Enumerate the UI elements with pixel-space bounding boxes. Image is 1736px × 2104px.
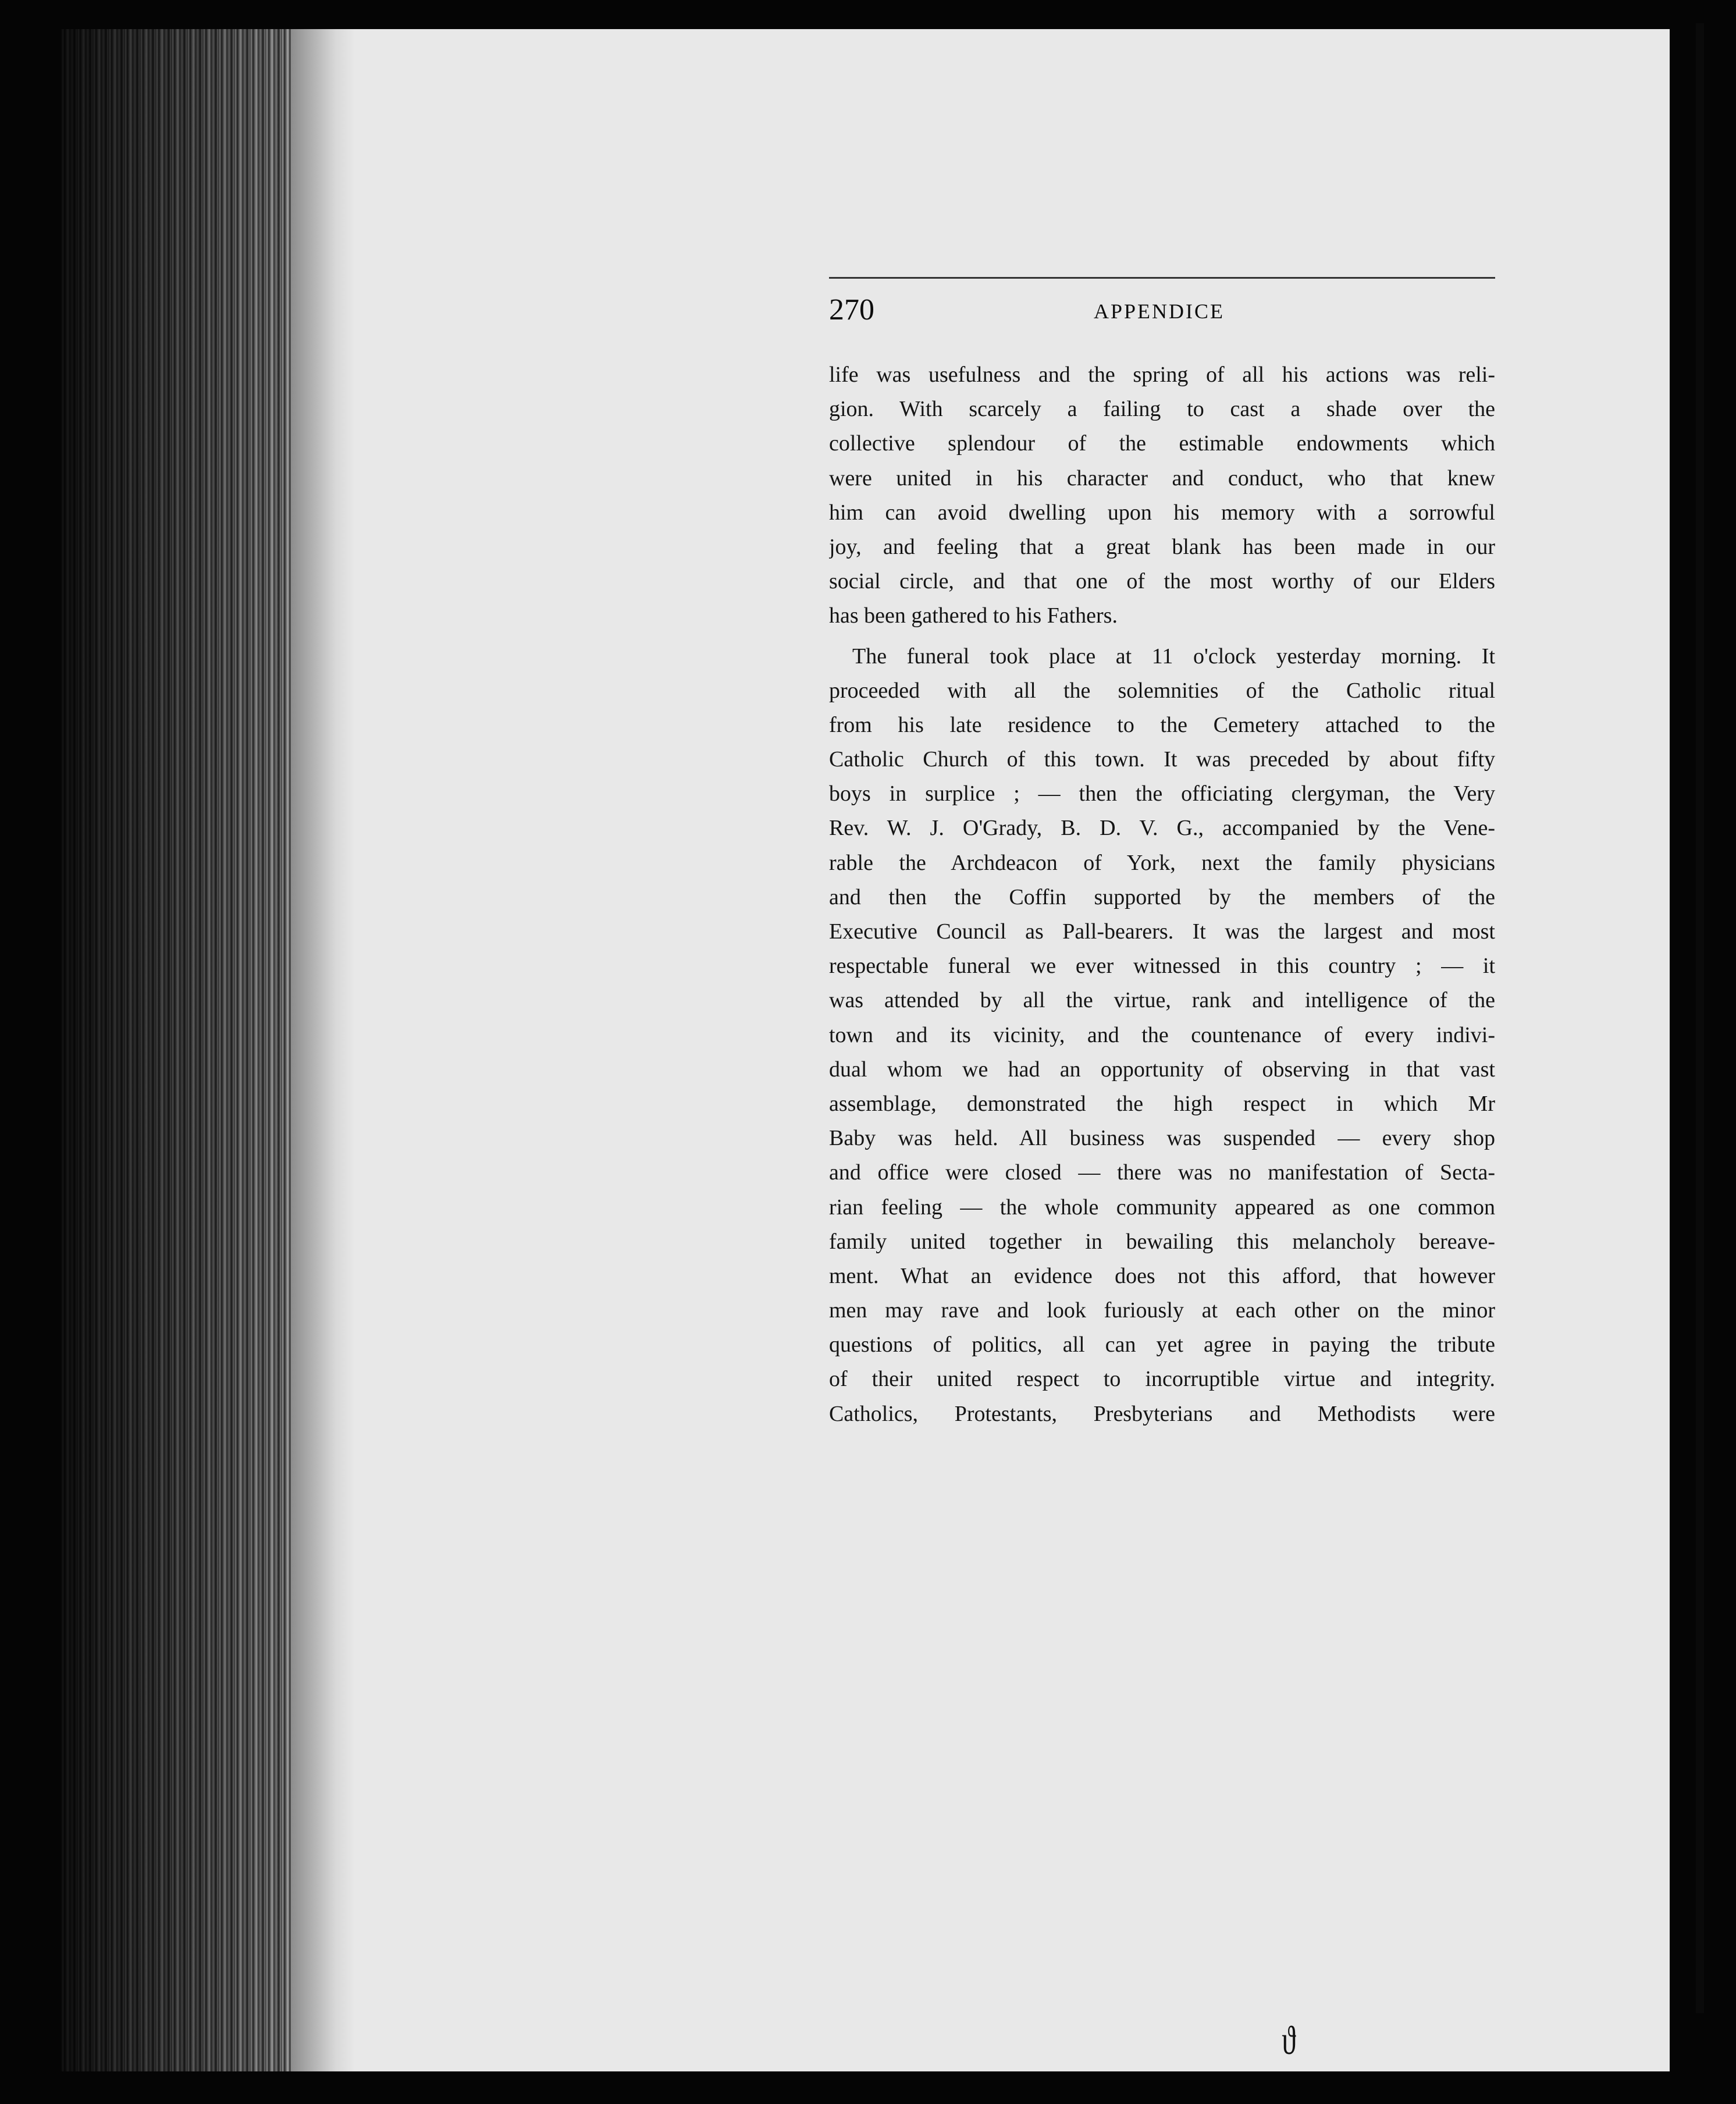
- text-line: family united together in bewailing this melancholy bereave-: [829, 1229, 1495, 1254]
- text-line: has been gathered to his Fathers.: [829, 603, 1118, 628]
- text-line: assemblage, demonstrated the high respect in which Mr: [829, 1091, 1495, 1116]
- text-line: gion. With scarcely a failing to cast a shade over the: [829, 397, 1495, 422]
- facing-page-edge: [1696, 23, 1704, 2013]
- text-line: questions of politics, all can yet agree in paying the tribute: [829, 1332, 1495, 1357]
- page-number: 270: [829, 293, 874, 326]
- text-line: from his late residence to the Cemetery attached to the: [829, 712, 1495, 737]
- text-line: town and its vicinity, and the countenance of every indivi-: [829, 1022, 1495, 1047]
- text-line: dual whom we had an opportunity of observing in that vast: [829, 1057, 1495, 1082]
- text-line: Catholics, Protestants, Presbyterians and Methodists were: [829, 1401, 1495, 1426]
- text-line: rable the Archdeacon of York, next the family physicians: [829, 850, 1495, 875]
- text-line: were united in his character and conduct, who that knew: [829, 465, 1495, 491]
- paragraph-2: [829, 639, 1495, 1431]
- text-line: collective splendour of the estimable endowments which: [829, 431, 1495, 456]
- text-line: social circle, and that one of the most worthy of our Elders: [829, 569, 1495, 594]
- text-line: and office were closed — there was no manifestation of Secta-: [829, 1160, 1495, 1185]
- text-line: proceeded with all the solemnities of the Catholic ritual: [829, 678, 1495, 703]
- text-line: respectable funeral we ever witnessed in this country ; — it: [829, 954, 1495, 979]
- text-line: ment. What an evidence does not this afford, that however: [829, 1263, 1495, 1288]
- header-rule: [829, 277, 1495, 279]
- page-gutter-shadow: [61, 29, 291, 2071]
- text-line: was attended by all the virtue, rank and intelligence of the: [829, 988, 1495, 1013]
- body-text: [829, 358, 1495, 1431]
- text-line: Rev. W. J. O'Grady, B. D. V. G., accompanied by the Vene-: [829, 816, 1495, 841]
- text-line: The funeral took place at 11 o'clock yesterday morning. It: [852, 644, 1495, 669]
- text-line: him can avoid dwelling upon his memory with a sorrowful: [829, 500, 1495, 525]
- text-line: Executive Council as Pall-bearers. It was the largest and most: [829, 919, 1495, 944]
- text-line: joy, and feeling that a great blank has been made in our: [829, 534, 1495, 559]
- text-line: of their united respect to incorruptible virtue and integrity.: [829, 1367, 1495, 1392]
- bottom-mark: ϑ: [1282, 2018, 1296, 2063]
- paragraph-1: [829, 358, 1495, 634]
- text-line: and then the Coffin supported by the members of the: [829, 884, 1495, 909]
- page-gutter-fade: [291, 29, 355, 2071]
- running-head: APPENDICE: [1094, 300, 1225, 323]
- text-line: Baby was held. All business was suspended — every shop: [829, 1126, 1495, 1151]
- text-line: boys in surplice ; — then the officiating clergyman, the Very: [829, 781, 1495, 806]
- text-line: rian feeling — the whole community appeared as one common: [829, 1195, 1495, 1220]
- text-line: men may rave and look furiously at each other on the minor: [829, 1298, 1495, 1323]
- text-line: Catholic Church of this town. It was preceded by about fifty: [829, 747, 1495, 772]
- text-line: life was usefulness and the spring of all his actions was reli-: [829, 362, 1495, 387]
